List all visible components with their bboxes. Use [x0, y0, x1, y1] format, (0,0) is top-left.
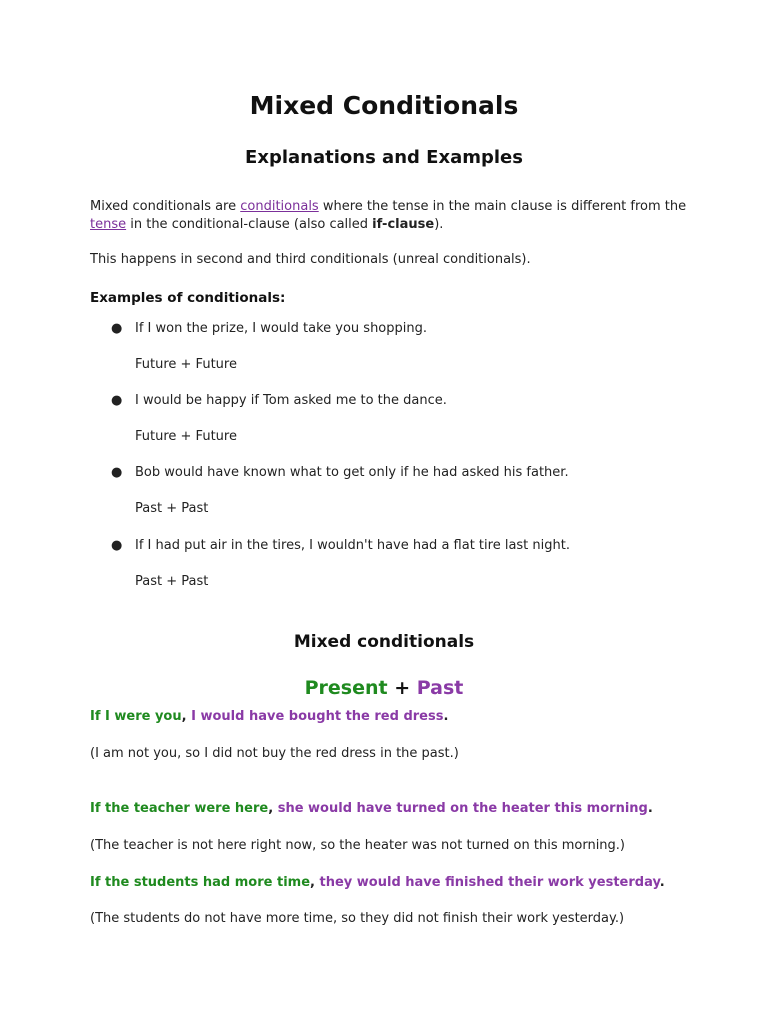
tense-label: Future + Future — [135, 429, 237, 444]
list-item: Bob would have known what to get only if he had asked his father. — [135, 465, 569, 480]
if-clause: If the teacher were here — [90, 801, 269, 816]
mixed-explanation: (The students do not have more time, so they did not finish their work yesterday.) — [90, 911, 625, 926]
bullet-icon: ● — [111, 393, 123, 408]
main-clause: I would have bought the red dress — [191, 709, 444, 724]
intro-line-2 — [90, 216, 443, 234]
tense-label: Past + Past — [135, 574, 209, 589]
intro-text: where the tense in the main clause is different from the — [318, 199, 687, 214]
page-title: Mixed Conditionals — [249, 91, 519, 120]
list-item: If I won the prize, I would take you shopping. — [135, 321, 427, 336]
tense-label: Future + Future — [135, 357, 237, 372]
mixed-explanation: (The teacher is not here right now, so the heater was not turned on this morning.) — [90, 838, 625, 853]
present-label: Present — [304, 677, 388, 699]
past-label: Past — [416, 677, 464, 699]
period: . — [443, 709, 449, 724]
list-item: If I had put air in the tires, I wouldn't have had a flat tire last night. — [135, 538, 570, 553]
list-item: I would be happy if Tom asked me to the dance. — [135, 393, 447, 408]
intro-text: ). — [434, 217, 444, 232]
intro-text: Mixed conditionals are — [90, 199, 241, 214]
comma: , — [181, 709, 192, 724]
if-clause: If I were you — [90, 709, 182, 724]
if-clause: If the students had more time — [90, 875, 311, 890]
period: . — [659, 875, 665, 890]
page-subtitle: Explanations and Examples — [245, 147, 523, 168]
main-clause: they would have finished their work yesterday — [319, 875, 660, 890]
tense-label: Past + Past — [135, 501, 209, 516]
mixed-explanation: (I am not you, so I did not buy the red dress in the past.) — [90, 746, 459, 761]
plus-sign: + — [387, 677, 417, 699]
examples-heading: Examples of conditionals: — [90, 290, 286, 306]
intro-line-1 — [90, 198, 686, 216]
bullet-icon: ● — [111, 465, 123, 480]
mixed-example — [90, 801, 653, 816]
section-heading: Mixed conditionals — [293, 632, 475, 652]
intro-text: in the conditional-clause (also called — [126, 217, 373, 232]
if-clause-term: if-clause — [372, 217, 435, 232]
unreal-note: This happens in second and third conditionals (unreal conditionals). — [90, 252, 531, 267]
tense-link[interactable]: tense — [90, 217, 127, 232]
bullet-icon: ● — [111, 538, 123, 553]
conditionals-link[interactable]: conditionals — [240, 199, 319, 214]
bullet-icon: ● — [111, 321, 123, 336]
period: . — [647, 801, 653, 816]
comma: , — [268, 801, 278, 816]
comma: , — [310, 875, 320, 890]
mixed-example — [90, 875, 665, 890]
main-clause: she would have turned on the heater this morning — [277, 801, 648, 816]
mix-title — [0, 677, 768, 699]
mixed-example — [90, 709, 448, 724]
